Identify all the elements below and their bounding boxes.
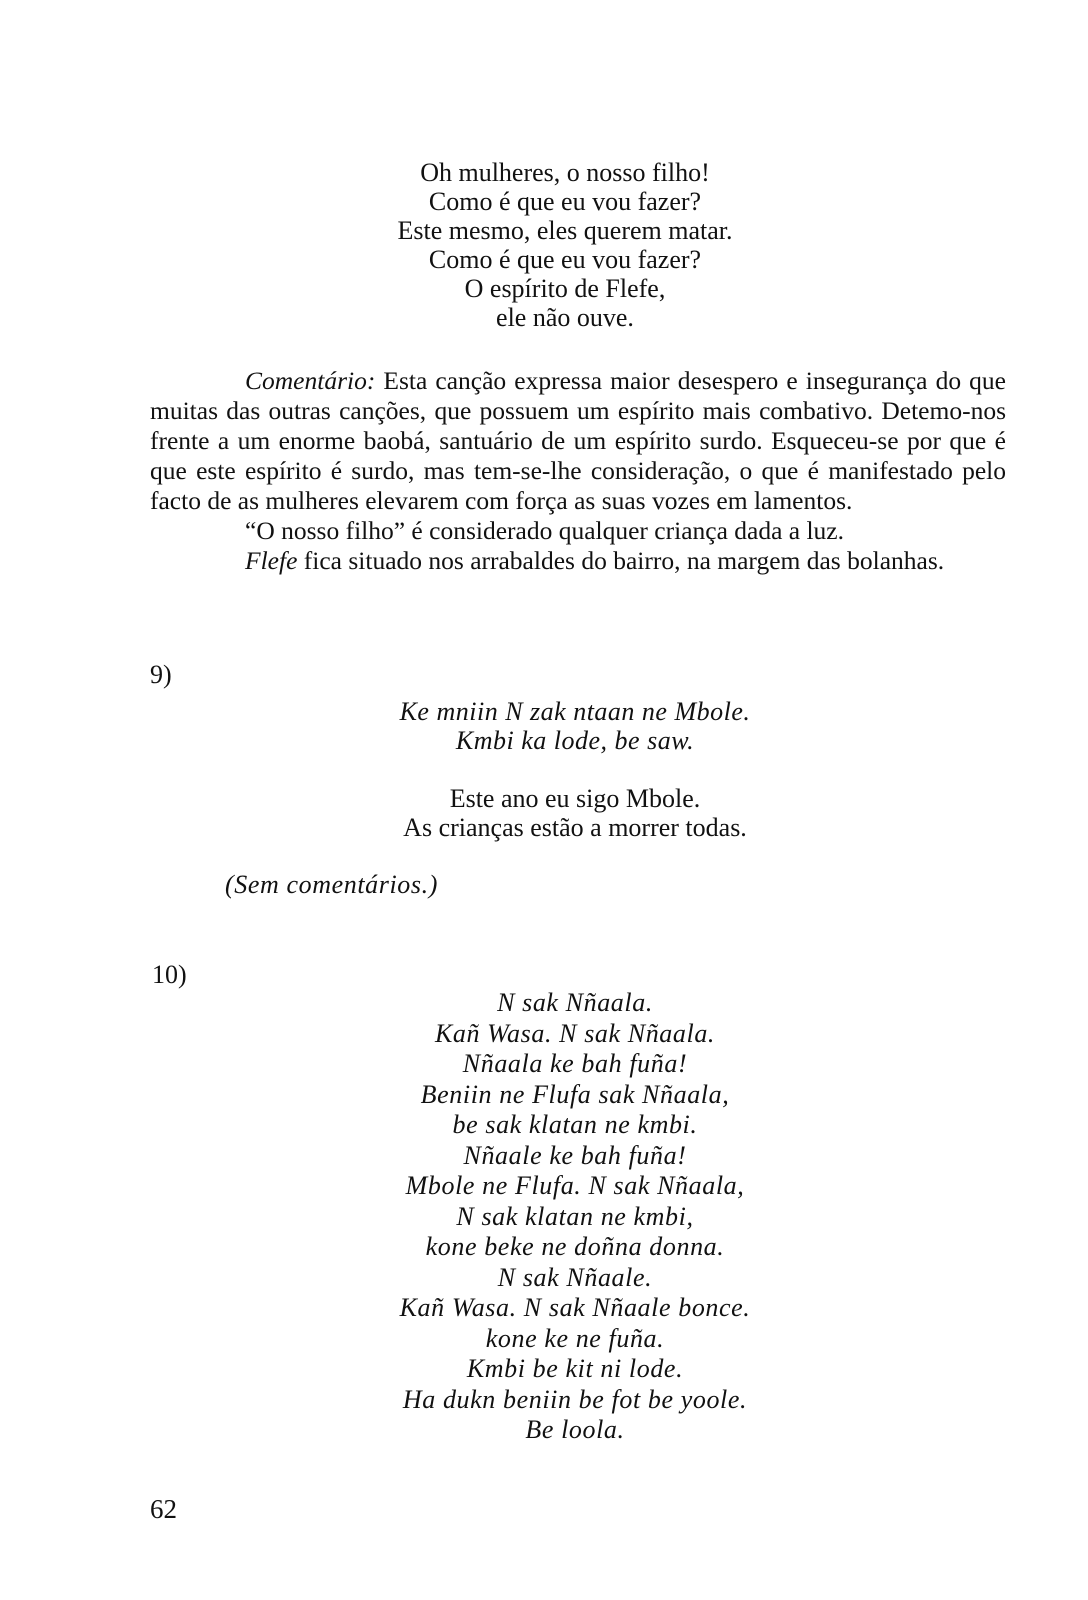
verse-line: Be loola.	[525, 1415, 625, 1444]
verse-line: N sak Nñaala.	[497, 988, 653, 1017]
verse-line: Oh mulheres, o nosso filho!	[420, 158, 710, 187]
verse-line: Kañ Wasa. N sak Nñaale bonce.	[399, 1293, 751, 1322]
verse-line: Ha dukn beniin be fot be yoole.	[402, 1384, 748, 1414]
commentary-text: fica situado nos arrabaldes do bairro, na margem das bolanhas.	[297, 546, 945, 575]
commentary-paragraph	[150, 366, 1006, 516]
verse-line: kone ke ne fuña.	[485, 1323, 665, 1353]
commentary-paragraph	[150, 516, 1006, 546]
verse-line: N sak klatan ne kmbi,	[456, 1201, 694, 1231]
verse-line: Ke mniin N zak ntaan ne Mbole.	[399, 697, 751, 726]
song-9-original-verse	[355, 697, 795, 755]
verse-line: N sak Nñaale.	[497, 1262, 653, 1292]
verse-line: O espírito de Flefe,	[464, 274, 666, 303]
verse-line: Beniin ne Flufa sak Nñaala,	[420, 1079, 730, 1109]
verse-line: Kañ Wasa. N sak Nñaala.	[434, 1018, 716, 1048]
verse-line: As crianças estão a morrer todas.	[403, 813, 747, 842]
commentary-paragraph	[150, 546, 1006, 576]
no-comment-note: (Sem comentários.)	[225, 870, 438, 899]
verse-line: Kmbi ka lode, be saw.	[455, 726, 695, 755]
verse-line: Este mesmo, eles querem matar.	[397, 216, 733, 245]
song-9-translation-verse	[345, 784, 805, 842]
song-10-number: 10)	[152, 960, 187, 989]
verse-line: Kmbi be kit ni lode.	[466, 1354, 684, 1383]
verse-line: kone beke ne doñna donna.	[425, 1232, 725, 1261]
song-10-verse	[330, 988, 820, 1446]
verse-line: Como é que eu vou fazer?	[428, 245, 702, 274]
commentary-block	[150, 366, 1006, 576]
commentary-text: “O nosso filho” é considerado qualquer criança dada a luz.	[245, 516, 845, 545]
verse-line: Este ano eu sigo Mbole.	[449, 784, 701, 813]
commentary-label: Comentário:	[245, 366, 376, 395]
verse-line: Como é que eu vou fazer?	[428, 187, 702, 216]
song-9-number: 9)	[150, 660, 172, 689]
verse-line: Nñaale ke bah fuña!	[463, 1140, 687, 1170]
place-name: Flefe	[245, 546, 298, 575]
verse-line: ele não ouve.	[496, 303, 634, 332]
song-8-verse	[330, 158, 800, 332]
verse-line: Mbole ne Flufa. N sak Nñaala,	[405, 1171, 745, 1200]
verse-line: be sak klatan ne kmbi.	[452, 1110, 698, 1139]
commentary-text: Esta canção expressa maior desespero e insegurança do que muitas das outras canções, que possuem um espírito mais combativo. Detemo-nos frente a um enorme baobá, santuário de um espírito surdo. Esqueceu-se por que é que este espírito é surdo, mas tem-se-lhe consideração, o que é manifestado pelo facto de as mulheres elevarem com força as suas vozes em lamentos.	[150, 366, 1006, 515]
verse-line: Nñaala ke bah fuña!	[462, 1049, 688, 1078]
page-number: 62	[150, 1494, 177, 1524]
